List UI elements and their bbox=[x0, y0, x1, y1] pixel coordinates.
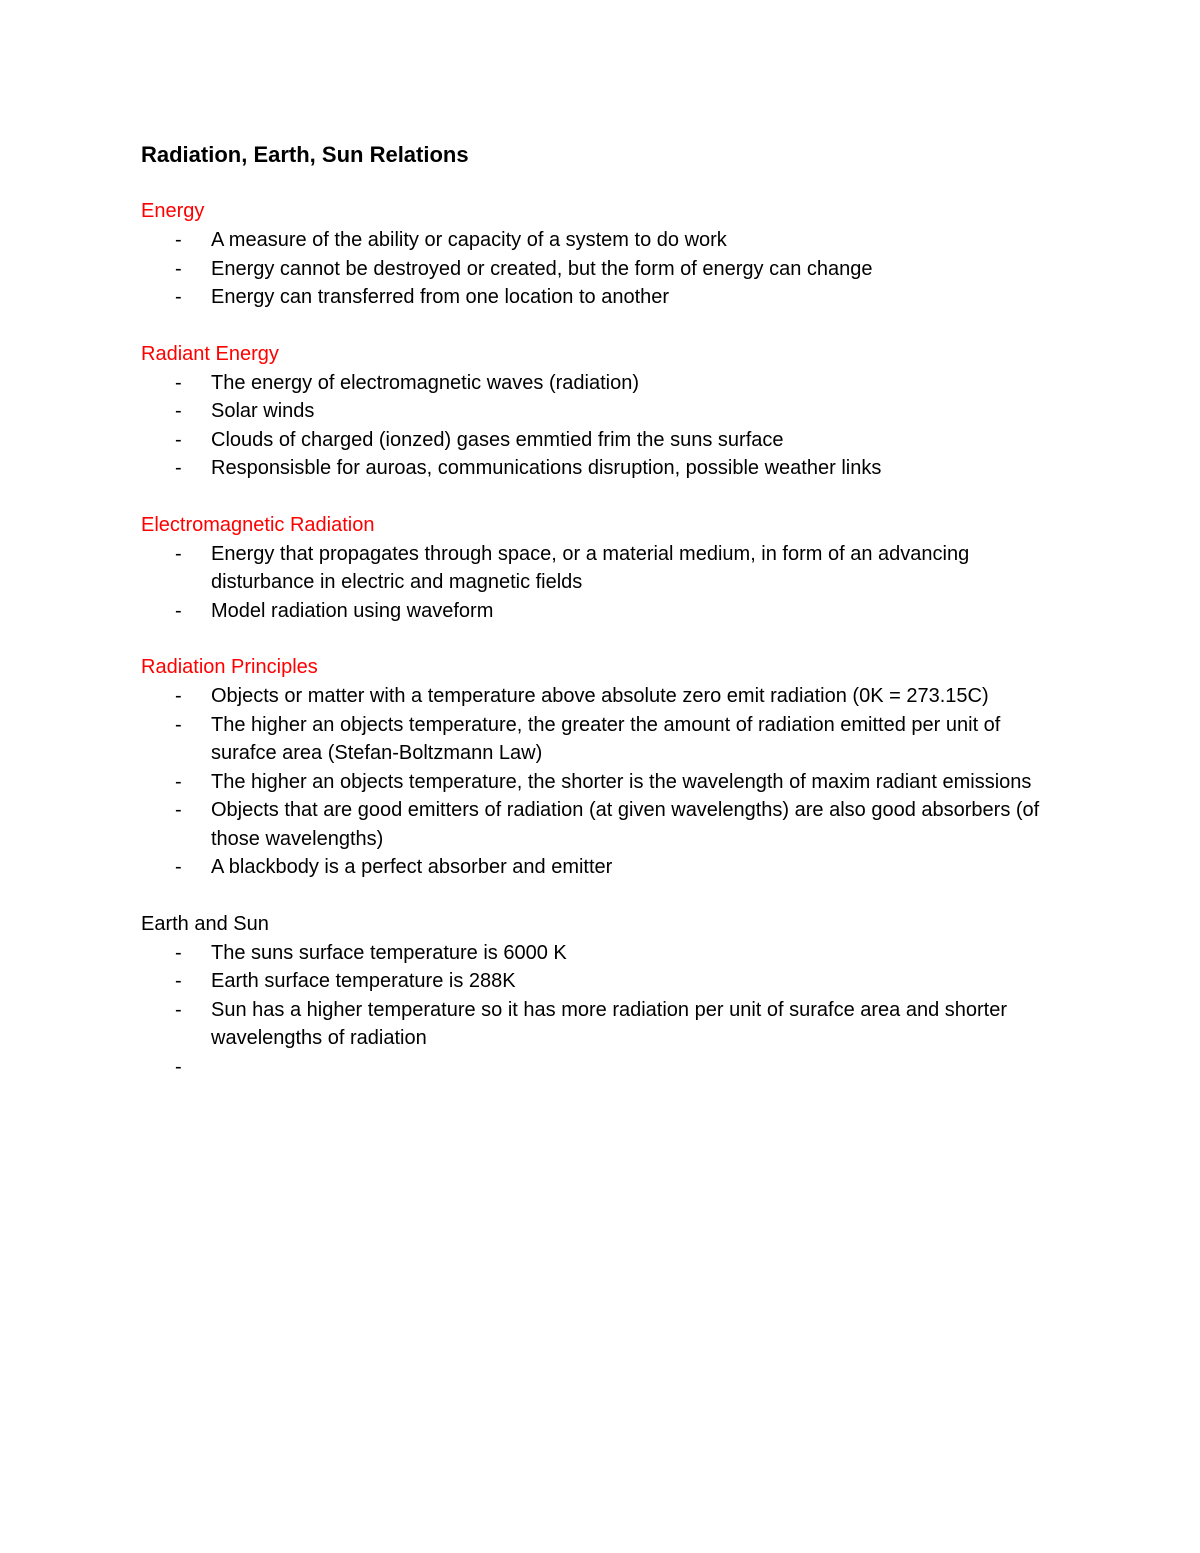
bullet-marker: - bbox=[175, 998, 182, 1021]
list-item-empty bbox=[141, 1053, 1071, 1082]
bullet-list bbox=[141, 939, 1071, 1082]
list-item-text: Objects that are good emitters of radiation (at given wavelengths) are also good absorbers (of those wavelengths) bbox=[211, 799, 1040, 850]
section-electromagnetic-radiation bbox=[141, 511, 1071, 626]
section-radiation-principles bbox=[141, 653, 1071, 882]
bullet-list bbox=[141, 226, 1071, 312]
bullet-marker: - bbox=[175, 970, 182, 992]
list-item-text: Responsisble for auroas, communications disruption, possible weather links bbox=[211, 457, 882, 479]
section-heading: Radiation Principles bbox=[141, 656, 318, 678]
bullet-marker: - bbox=[175, 229, 182, 251]
bullet-marker: - bbox=[175, 457, 182, 479]
bullet-marker: - bbox=[175, 371, 182, 394]
list-item bbox=[141, 369, 1071, 398]
list-item-text: Solar winds bbox=[211, 400, 315, 422]
bullet-marker: - bbox=[175, 257, 182, 280]
list-item-text: The suns surface temperature is 6000 K bbox=[211, 941, 567, 964]
list-item-text: Energy can transferred from one location to another bbox=[211, 286, 670, 308]
bullet-marker: - bbox=[175, 428, 182, 451]
section-radiant-energy bbox=[141, 340, 1071, 483]
list-item-text: Earth surface temperature is 288K bbox=[211, 970, 516, 992]
list-item-text: Sun has a higher temperature so it has more radiation per unit of surafce area and shorter wavelengths of radiation bbox=[211, 998, 1008, 1049]
list-item-text: The higher an objects temperature, the greater the amount of radiation emitted per unit of surafce area (Stefan-Boltzmann Law) bbox=[211, 713, 1001, 764]
section-energy bbox=[141, 197, 1071, 312]
list-item bbox=[141, 283, 1071, 312]
document-body bbox=[141, 139, 1071, 1109]
list-item bbox=[141, 939, 1071, 968]
list-item-text: A measure of the ability or capacity of a system to do work bbox=[211, 229, 727, 251]
bullet-list bbox=[141, 540, 1071, 626]
section-earth-and-sun bbox=[141, 910, 1071, 1082]
bullet-marker: - bbox=[175, 685, 182, 707]
list-item bbox=[141, 853, 1071, 882]
section-heading: Electromagnetic Radiation bbox=[141, 513, 375, 536]
list-item bbox=[141, 426, 1071, 455]
bullet-marker: - bbox=[175, 799, 182, 821]
section-heading: Energy bbox=[141, 200, 205, 222]
list-item bbox=[141, 226, 1071, 255]
list-item bbox=[141, 768, 1071, 797]
list-item-text: A blackbody is a perfect absorber and emitter bbox=[211, 856, 613, 878]
list-item bbox=[141, 597, 1071, 626]
list-item-text: Energy that propagates through space, or a material medium, in form of an advancing disturbance in electric and magnetic fields bbox=[211, 542, 970, 593]
list-item-text: Energy cannot be destroyed or created, but the form of energy can change bbox=[211, 257, 873, 280]
list-item-text: The energy of electromagnetic waves (radiation) bbox=[211, 371, 639, 394]
list-item-text: Model radiation using waveform bbox=[211, 599, 494, 622]
bullet-marker: - bbox=[175, 400, 182, 422]
bullet-marker: - bbox=[175, 941, 182, 964]
section-heading: Earth and Sun bbox=[141, 912, 269, 935]
bullet-marker: - bbox=[175, 599, 182, 622]
list-item bbox=[141, 967, 1071, 996]
bullet-list bbox=[141, 369, 1071, 483]
list-item bbox=[141, 796, 1071, 853]
bullet-marker: - bbox=[175, 286, 182, 308]
bullet-marker: - bbox=[175, 542, 182, 565]
list-item bbox=[141, 540, 1071, 597]
list-item bbox=[141, 996, 1071, 1053]
list-item bbox=[141, 397, 1071, 426]
list-item-text: Clouds of charged (ionzed) gases emmtied frim the suns surface bbox=[211, 428, 784, 451]
list-item bbox=[141, 682, 1071, 711]
bullet-list bbox=[141, 682, 1071, 882]
list-item bbox=[141, 255, 1071, 284]
bullet-marker: - bbox=[175, 856, 182, 878]
list-item bbox=[141, 454, 1071, 483]
document-title: Radiation, Earth, Sun Relations bbox=[141, 142, 469, 167]
bullet-marker: - bbox=[175, 1055, 182, 1078]
section-heading: Radiant Energy bbox=[141, 342, 279, 365]
bullet-marker: - bbox=[175, 713, 182, 736]
list-item-text: Objects or matter with a temperature above absolute zero emit radiation (0K = 273.15C) bbox=[211, 685, 989, 707]
list-item-text: The higher an objects temperature, the shorter is the wavelength of maxim radiant emissions bbox=[211, 770, 1032, 793]
bullet-marker: - bbox=[175, 770, 182, 793]
list-item bbox=[141, 711, 1071, 768]
